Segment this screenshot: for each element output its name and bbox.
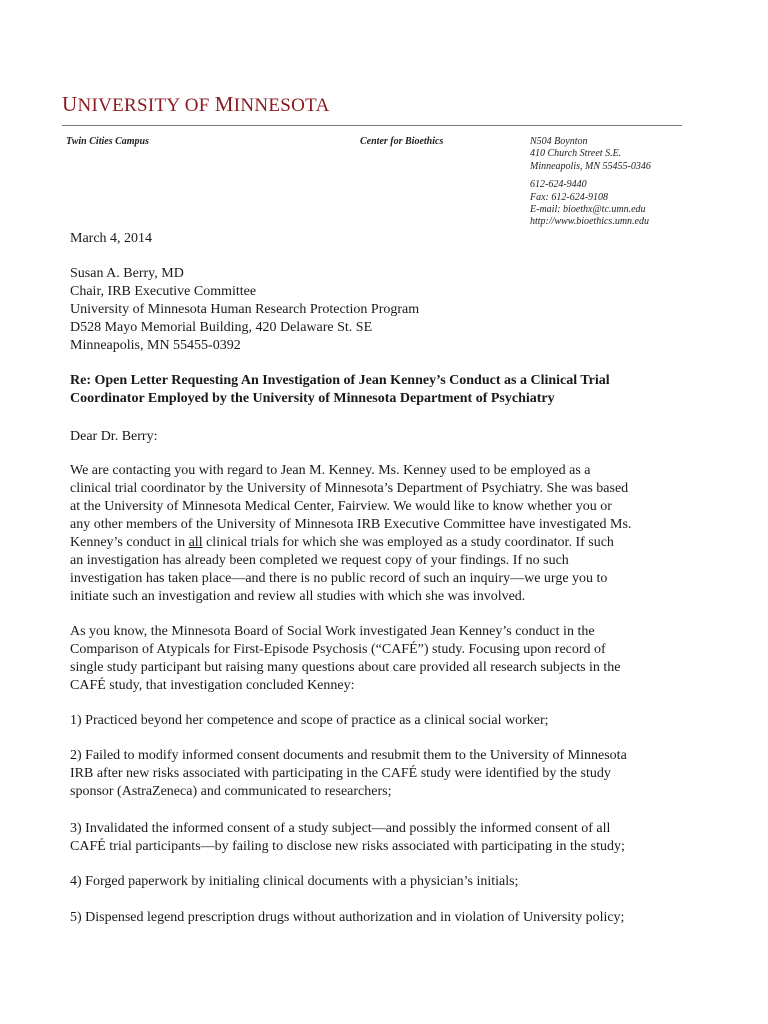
university-wordmark: UNIVERSITY OF MINNESOTA xyxy=(62,92,330,116)
recipient-address xyxy=(70,265,710,355)
letterhead-address-block xyxy=(530,136,651,229)
fax-line: Fax: 612-624-9108 xyxy=(530,191,609,203)
recipient-line: D528 Mayo Memorial Building, 420 Delaware St. SE xyxy=(70,320,373,335)
letter-date: March 4, 2014 xyxy=(70,231,153,246)
address-line: Minneapolis, MN 55455-0346 xyxy=(530,160,651,172)
finding-item-3: 3) Invalidated the informed consent of a study subject—and possibly the informed consent of all CAFÉ trial participants—by failing to disclose new risks associated with participating in the study; xyxy=(70,821,625,854)
website-line: http://www.bioethics.umn.edu xyxy=(530,216,649,228)
finding-item-5: 5) Dispensed legend prescription drugs without authorization and in violation of University policy; xyxy=(70,910,625,925)
letterhead-divider xyxy=(62,125,682,126)
phone-line: 612-624-9440 xyxy=(530,179,587,191)
recipient-line: Minneapolis, MN 55455-0392 xyxy=(70,338,241,353)
finding-item-1: 1) Practiced beyond her competence and scope of practice as a clinical social worker; xyxy=(70,713,549,728)
emphasis-all: all xyxy=(188,535,203,550)
recipient-line: University of Minnesota Human Research Protection Program xyxy=(70,302,420,317)
campus-label: Twin Cities Campus xyxy=(66,136,149,147)
finding-item-4: 4) Forged paperwork by initialing clinical documents with a physician’s initials; xyxy=(70,874,519,889)
subject-line: Re: Open Letter Requesting An Investigation of Jean Kenney’s Conduct as a Clinical Trial Coordinator Employed by the University of Minnesota Department of Psychiatry xyxy=(70,373,610,406)
center-label: Center for Bioethics xyxy=(360,136,444,147)
salutation: Dear Dr. Berry: xyxy=(70,429,158,444)
address-line: 410 Church Street S.E. xyxy=(530,148,622,160)
email-line: E-mail: bioethx@tc.umn.edu xyxy=(530,204,646,216)
recipient-line: Susan A. Berry, MD xyxy=(70,266,184,281)
paragraph-intro: We are contacting you with regard to Jean M. Kenney. Ms. Kenney used to be employed as a clinical trial coordinator by the University of Minnesota’s Department of Psychiatry. She was based at the University of Minnesota Medical Center, Fairview. We would like to know whether you or any other members of the University of Minnesota IRB Executive Committee have investigated Ms. Kenney’s conduct in all clinical trials for which she was employed as a study coordinator. If such an investigation has already been completed we request copy of your findings. If no such investigation has taken place—and there is no public record of such an inquiry—we urge you to initiate such an investigation and review all studies with which she was involved. xyxy=(70,463,632,604)
finding-item-2: 2) Failed to modify informed consent documents and resubmit them to the University of Minnesota IRB after new risks associated with participating in the CAFÉ study were identified by the study sponsor (AstraZeneca) and communicated to researchers; xyxy=(70,748,627,799)
paragraph-board-investigation: As you know, the Minnesota Board of Social Work investigated Jean Kenney’s conduct in the Comparison of Atypicals for First-Episode Psychosis (“CAFÉ”) study. Focusing upon record of single study participant but raising many questions about care provided all research subjects in the CAFÉ study, that investigation concluded Kenney: xyxy=(70,624,621,693)
address-line: N504 Boynton xyxy=(530,136,588,147)
recipient-line: Chair, IRB Executive Committee xyxy=(70,284,257,299)
